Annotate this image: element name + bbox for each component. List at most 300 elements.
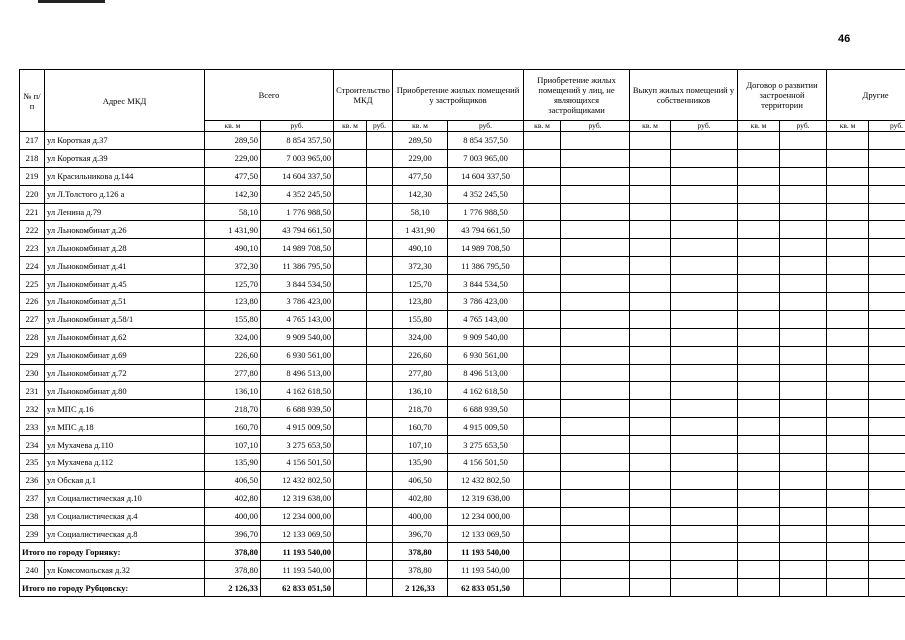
- empty-cell: [524, 346, 561, 364]
- empty-cell: [524, 364, 561, 382]
- row-number: 227: [20, 310, 45, 328]
- empty-cell: [869, 275, 905, 293]
- purchase-rub: 3 844 534,50: [448, 275, 524, 293]
- empty-cell: [524, 382, 561, 400]
- total-label: Итого по городу Рубцовску:: [20, 579, 205, 597]
- table-body: [20, 132, 905, 597]
- row-address: ул Льнокомбинат д.69: [45, 346, 205, 364]
- empty-cell: [780, 185, 827, 203]
- construction-rub: [367, 310, 393, 328]
- construction-rub: [367, 167, 393, 185]
- total-rub: 11 386 795,50: [261, 257, 334, 275]
- total-rub: 12 432 802,50: [261, 471, 334, 489]
- empty-cell: [561, 525, 630, 543]
- empty-cell: [780, 293, 827, 311]
- unit-area: кв. м: [738, 121, 780, 132]
- empty-cell: [780, 328, 827, 346]
- total-area: 226,60: [205, 346, 261, 364]
- construction-rub: [367, 275, 393, 293]
- construction-area: [334, 203, 367, 221]
- empty-cell: [738, 364, 780, 382]
- empty-cell: [827, 489, 869, 507]
- total-rub: 12 234 000,00: [261, 507, 334, 525]
- total-rub: 11 193 540,00: [261, 561, 334, 579]
- empty-cell: [630, 579, 671, 597]
- empty-cell: [561, 543, 630, 561]
- total-rub: 14 989 708,50: [261, 239, 334, 257]
- unit-area: кв. м: [524, 121, 561, 132]
- table-row: [20, 167, 905, 185]
- empty-cell: [780, 489, 827, 507]
- empty-cell: [671, 418, 738, 436]
- construction-area: [334, 382, 367, 400]
- construction-area: [334, 132, 367, 150]
- page-number: 46: [838, 33, 851, 45]
- purchase-rub: 12 319 638,00: [448, 489, 524, 507]
- empty-cell: [738, 149, 780, 167]
- empty-cell: [869, 239, 905, 257]
- purchase-area: 400,00: [393, 507, 448, 525]
- purchase-rub: 3 786 423,00: [448, 293, 524, 311]
- purchase-area: 226,60: [393, 346, 448, 364]
- row-number: 240: [20, 561, 45, 579]
- purchase-rub: 12 234 000,00: [448, 507, 524, 525]
- empty-cell: [630, 561, 671, 579]
- total-area: 477,50: [205, 167, 261, 185]
- row-number: 225: [20, 275, 45, 293]
- empty-cell: [630, 382, 671, 400]
- empty-cell: [524, 471, 561, 489]
- construction-area: [334, 310, 367, 328]
- construction-area: [334, 507, 367, 525]
- empty-cell: [869, 132, 905, 150]
- empty-cell: [780, 257, 827, 275]
- purchase-rub: 11 193 540,00: [448, 543, 524, 561]
- empty-cell: [524, 132, 561, 150]
- construction-area: [334, 239, 367, 257]
- empty-cell: [738, 436, 780, 454]
- construction-rub: [367, 185, 393, 203]
- unit-rub: руб.: [261, 121, 334, 132]
- empty-cell: [780, 221, 827, 239]
- row-number: 228: [20, 328, 45, 346]
- purchase-area: 277,80: [393, 364, 448, 382]
- empty-cell: [869, 257, 905, 275]
- empty-cell: [827, 293, 869, 311]
- table-row: [20, 346, 905, 364]
- purchase-rub: 43 794 661,50: [448, 221, 524, 239]
- table-row: [20, 525, 905, 543]
- construction-rub: [367, 149, 393, 167]
- purchase-area: 289,50: [393, 132, 448, 150]
- row-number: 220: [20, 185, 45, 203]
- row-address: ул Мухачева д.112: [45, 454, 205, 472]
- row-address: ул Мухачева д.110: [45, 436, 205, 454]
- total-rub: 62 833 051,50: [261, 579, 334, 597]
- row-number: 237: [20, 489, 45, 507]
- row-number: 236: [20, 471, 45, 489]
- empty-cell: [780, 364, 827, 382]
- empty-cell: [780, 346, 827, 364]
- empty-cell: [524, 507, 561, 525]
- construction-area: [334, 257, 367, 275]
- row-number: 223: [20, 239, 45, 257]
- table-row: [20, 132, 905, 150]
- table-row: [20, 364, 905, 382]
- empty-cell: [780, 167, 827, 185]
- empty-cell: [524, 400, 561, 418]
- empty-cell: [738, 471, 780, 489]
- unit-rub: руб.: [780, 121, 827, 132]
- empty-cell: [738, 525, 780, 543]
- row-number: 224: [20, 257, 45, 275]
- total-rub: 4 162 618,50: [261, 382, 334, 400]
- total-rub: 8 854 357,50: [261, 132, 334, 150]
- row-address: ул Обская д.1: [45, 471, 205, 489]
- empty-cell: [827, 364, 869, 382]
- total-rub: 7 003 965,00: [261, 149, 334, 167]
- total-rub: 3 275 653,50: [261, 436, 334, 454]
- empty-cell: [738, 328, 780, 346]
- construction-rub: [367, 579, 393, 597]
- construction-area: [334, 328, 367, 346]
- purchase-rub: 8 854 357,50: [448, 132, 524, 150]
- empty-cell: [630, 436, 671, 454]
- empty-cell: [738, 346, 780, 364]
- empty-cell: [869, 579, 905, 597]
- empty-cell: [524, 418, 561, 436]
- total-rub: 3 844 534,50: [261, 275, 334, 293]
- total-area: 324,00: [205, 328, 261, 346]
- unit-rub: руб.: [869, 121, 905, 132]
- purchase-area: 406,50: [393, 471, 448, 489]
- empty-cell: [869, 167, 905, 185]
- header-other: Другие: [827, 70, 905, 121]
- empty-cell: [780, 239, 827, 257]
- empty-cell: [630, 203, 671, 221]
- empty-cell: [630, 471, 671, 489]
- empty-cell: [869, 382, 905, 400]
- total-rub: 3 786 423,00: [261, 293, 334, 311]
- row-address: ул Социалистическая д.4: [45, 507, 205, 525]
- empty-cell: [869, 525, 905, 543]
- empty-cell: [827, 203, 869, 221]
- purchase-rub: 12 432 802,50: [448, 471, 524, 489]
- empty-cell: [630, 239, 671, 257]
- empty-cell: [738, 454, 780, 472]
- row-number: 233: [20, 418, 45, 436]
- purchase-area: 125,70: [393, 275, 448, 293]
- total-area: 490,10: [205, 239, 261, 257]
- empty-cell: [671, 275, 738, 293]
- empty-cell: [630, 543, 671, 561]
- empty-cell: [827, 310, 869, 328]
- empty-cell: [869, 364, 905, 382]
- header-address: Адрес МКД: [45, 70, 205, 132]
- header-development: Договор о развитии застроенной территории: [738, 70, 827, 121]
- empty-cell: [827, 507, 869, 525]
- empty-cell: [780, 543, 827, 561]
- empty-cell: [780, 471, 827, 489]
- empty-cell: [738, 257, 780, 275]
- empty-cell: [671, 364, 738, 382]
- construction-rub: [367, 489, 393, 507]
- empty-cell: [561, 507, 630, 525]
- total-area: 229,00: [205, 149, 261, 167]
- empty-cell: [869, 346, 905, 364]
- table-row: [20, 203, 905, 221]
- empty-cell: [869, 221, 905, 239]
- construction-rub: [367, 454, 393, 472]
- unit-area: кв. м: [827, 121, 869, 132]
- empty-cell: [561, 328, 630, 346]
- row-address: ул Льнокомбинат д.41: [45, 257, 205, 275]
- unit-rub: руб.: [671, 121, 738, 132]
- empty-cell: [630, 275, 671, 293]
- empty-cell: [671, 257, 738, 275]
- empty-cell: [524, 561, 561, 579]
- empty-cell: [738, 275, 780, 293]
- total-area: 107,10: [205, 436, 261, 454]
- empty-cell: [561, 436, 630, 454]
- construction-rub: [367, 293, 393, 311]
- empty-cell: [780, 149, 827, 167]
- empty-cell: [738, 418, 780, 436]
- unit-area: кв. м: [205, 121, 261, 132]
- row-address: ул Льнокомбинат д.28: [45, 239, 205, 257]
- row-address: ул Льнокомбинат д.80: [45, 382, 205, 400]
- construction-rub: [367, 364, 393, 382]
- empty-cell: [561, 561, 630, 579]
- empty-cell: [561, 221, 630, 239]
- empty-cell: [524, 543, 561, 561]
- empty-cell: [827, 328, 869, 346]
- empty-cell: [671, 346, 738, 364]
- total-area: 218,70: [205, 400, 261, 418]
- empty-cell: [869, 185, 905, 203]
- empty-cell: [869, 310, 905, 328]
- empty-cell: [524, 239, 561, 257]
- empty-cell: [827, 418, 869, 436]
- row-address: ул Социалистическая д.8: [45, 525, 205, 543]
- row-address: ул Комсомольская д.32: [45, 561, 205, 579]
- total-area: 142,30: [205, 185, 261, 203]
- purchase-rub: 4 765 143,00: [448, 310, 524, 328]
- purchase-rub: 3 275 653,50: [448, 436, 524, 454]
- empty-cell: [738, 167, 780, 185]
- empty-cell: [630, 346, 671, 364]
- purchase-rub: 12 133 069,50: [448, 525, 524, 543]
- empty-cell: [827, 239, 869, 257]
- table-row: [20, 454, 905, 472]
- construction-area: [334, 579, 367, 597]
- unit-area: кв. м: [393, 121, 448, 132]
- empty-cell: [561, 454, 630, 472]
- table-row: [20, 561, 905, 579]
- empty-cell: [869, 507, 905, 525]
- purchase-area: 155,80: [393, 310, 448, 328]
- empty-cell: [630, 364, 671, 382]
- row-address: ул Льнокомбинат д.58/1: [45, 310, 205, 328]
- housing-table: [19, 69, 905, 597]
- empty-cell: [630, 132, 671, 150]
- total-area: 136,10: [205, 382, 261, 400]
- total-area: 58,10: [205, 203, 261, 221]
- construction-area: [334, 275, 367, 293]
- empty-cell: [630, 489, 671, 507]
- empty-cell: [869, 471, 905, 489]
- total-area: 155,80: [205, 310, 261, 328]
- empty-cell: [561, 400, 630, 418]
- empty-cell: [780, 310, 827, 328]
- empty-cell: [630, 167, 671, 185]
- empty-cell: [630, 310, 671, 328]
- empty-cell: [738, 293, 780, 311]
- construction-rub: [367, 346, 393, 364]
- purchase-rub: 11 193 540,00: [448, 561, 524, 579]
- empty-cell: [630, 525, 671, 543]
- empty-cell: [524, 489, 561, 507]
- empty-cell: [630, 293, 671, 311]
- empty-cell: [827, 275, 869, 293]
- empty-cell: [561, 167, 630, 185]
- row-number: 229: [20, 346, 45, 364]
- purchase-rub: 4 162 618,50: [448, 382, 524, 400]
- construction-area: [334, 471, 367, 489]
- table-row: [20, 471, 905, 489]
- construction-rub: [367, 257, 393, 275]
- empty-cell: [524, 203, 561, 221]
- total-rub: 12 319 638,00: [261, 489, 334, 507]
- construction-area: [334, 489, 367, 507]
- header-construction: Строительство МКД: [334, 70, 393, 121]
- empty-cell: [869, 293, 905, 311]
- empty-cell: [869, 489, 905, 507]
- empty-cell: [780, 507, 827, 525]
- total-rub: 6 930 561,00: [261, 346, 334, 364]
- empty-cell: [827, 382, 869, 400]
- empty-cell: [869, 454, 905, 472]
- total-rub: 9 909 540,00: [261, 328, 334, 346]
- construction-area: [334, 364, 367, 382]
- total-area: 123,80: [205, 293, 261, 311]
- empty-cell: [738, 382, 780, 400]
- empty-cell: [630, 454, 671, 472]
- row-address: ул Льнокомбинат д.72: [45, 364, 205, 382]
- empty-cell: [561, 382, 630, 400]
- table-row: [20, 489, 905, 507]
- unit-rub: руб.: [448, 121, 524, 132]
- total-rub: 8 496 513,00: [261, 364, 334, 382]
- total-rub: 4 156 501,50: [261, 454, 334, 472]
- empty-cell: [561, 239, 630, 257]
- table-row: [20, 310, 905, 328]
- construction-area: [334, 346, 367, 364]
- top-rule: [38, 0, 105, 3]
- empty-cell: [671, 454, 738, 472]
- empty-cell: [671, 167, 738, 185]
- empty-cell: [671, 525, 738, 543]
- empty-cell: [561, 489, 630, 507]
- purchase-rub: 4 915 009,50: [448, 418, 524, 436]
- total-rub: 43 794 661,50: [261, 221, 334, 239]
- empty-cell: [827, 543, 869, 561]
- empty-cell: [671, 489, 738, 507]
- empty-cell: [738, 561, 780, 579]
- purchase-area: 402,80: [393, 489, 448, 507]
- header-purchase-other: Приобретение жилых помещений у лиц, не являющихся застройщиками: [524, 70, 630, 121]
- empty-cell: [671, 328, 738, 346]
- construction-rub: [367, 471, 393, 489]
- total-rub: 14 604 337,50: [261, 167, 334, 185]
- total-area: 402,80: [205, 489, 261, 507]
- empty-cell: [738, 221, 780, 239]
- empty-cell: [780, 382, 827, 400]
- row-address: ул Льнокомбинат д.62: [45, 328, 205, 346]
- purchase-area: 107,10: [393, 436, 448, 454]
- total-area: 125,70: [205, 275, 261, 293]
- purchase-rub: 4 352 245,50: [448, 185, 524, 203]
- row-number: 218: [20, 149, 45, 167]
- construction-rub: [367, 418, 393, 436]
- empty-cell: [671, 185, 738, 203]
- empty-cell: [671, 471, 738, 489]
- empty-cell: [524, 310, 561, 328]
- purchase-rub: 4 156 501,50: [448, 454, 524, 472]
- row-number: 234: [20, 436, 45, 454]
- purchase-area: 135,90: [393, 454, 448, 472]
- empty-cell: [827, 454, 869, 472]
- construction-rub: [367, 543, 393, 561]
- empty-cell: [630, 418, 671, 436]
- construction-area: [334, 525, 367, 543]
- construction-area: [334, 561, 367, 579]
- total-area: 372,30: [205, 257, 261, 275]
- empty-cell: [630, 149, 671, 167]
- empty-cell: [561, 149, 630, 167]
- empty-cell: [780, 203, 827, 221]
- purchase-area: 324,00: [393, 328, 448, 346]
- empty-cell: [869, 203, 905, 221]
- empty-cell: [738, 579, 780, 597]
- empty-cell: [630, 328, 671, 346]
- construction-rub: [367, 507, 393, 525]
- empty-cell: [561, 257, 630, 275]
- row-address: ул МПС д.18: [45, 418, 205, 436]
- table-row: [20, 436, 905, 454]
- empty-cell: [827, 185, 869, 203]
- total-rub: 4 352 245,50: [261, 185, 334, 203]
- purchase-rub: 11 386 795,50: [448, 257, 524, 275]
- empty-cell: [671, 132, 738, 150]
- purchase-area: 477,50: [393, 167, 448, 185]
- empty-cell: [738, 132, 780, 150]
- table-row: [20, 221, 905, 239]
- empty-cell: [524, 436, 561, 454]
- empty-cell: [827, 167, 869, 185]
- table-row: [20, 149, 905, 167]
- total-area: 135,90: [205, 454, 261, 472]
- empty-cell: [524, 221, 561, 239]
- purchase-area: 160,70: [393, 418, 448, 436]
- total-area: 289,50: [205, 132, 261, 150]
- table-row: [20, 275, 905, 293]
- construction-area: [334, 149, 367, 167]
- header-num: № п/п: [20, 70, 45, 132]
- empty-cell: [561, 364, 630, 382]
- construction-area: [334, 400, 367, 418]
- purchase-area: 1 431,90: [393, 221, 448, 239]
